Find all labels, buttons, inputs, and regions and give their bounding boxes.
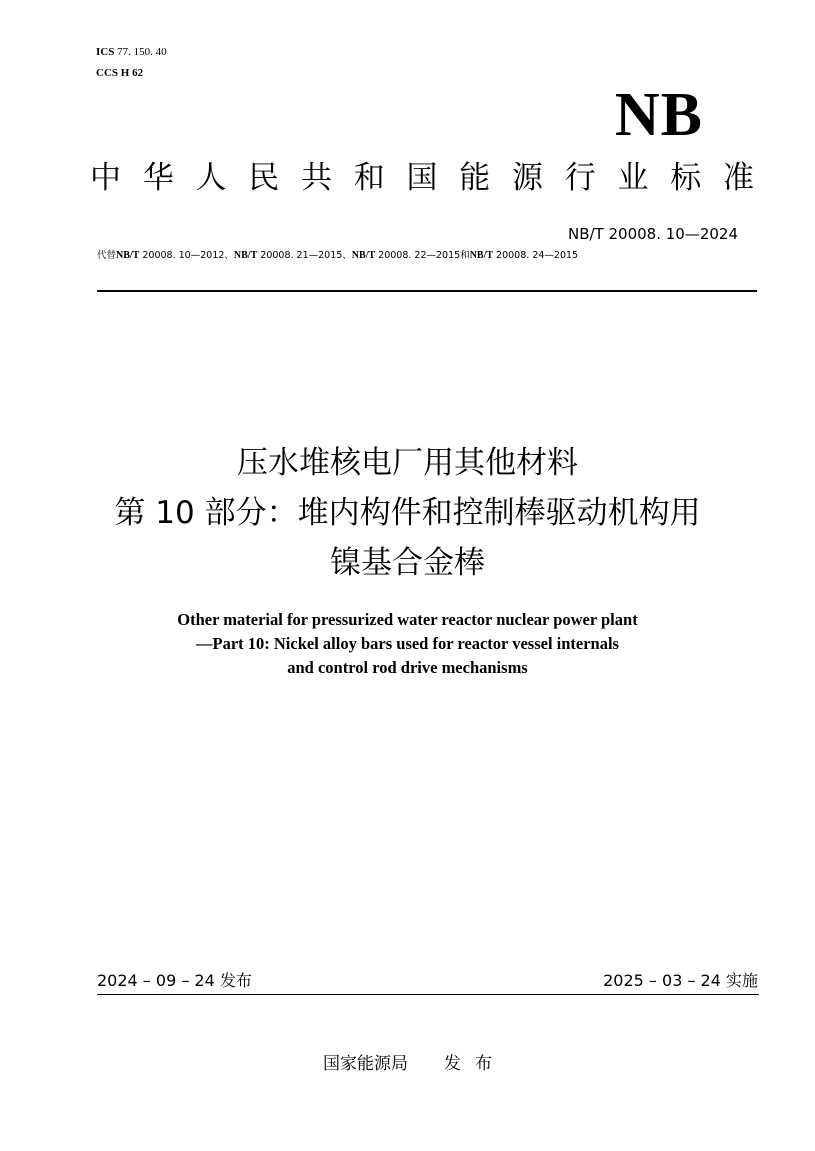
header-divider <box>97 290 757 292</box>
ccs-label: CCS <box>96 67 119 79</box>
issuer-action <box>444 1054 492 1074</box>
replaces-code: NB/T <box>351 250 376 261</box>
standard-name-char: 标 <box>670 160 702 196</box>
standard-category-name <box>90 156 754 200</box>
implementation-date: 2025 – 03 – 24 实施 <box>603 971 758 990</box>
standard-name-char: 能 <box>459 160 491 196</box>
standard-number: NB/T 20008. 10—2024 <box>567 225 738 243</box>
issuer-name: 国家能源局 <box>323 1054 408 1074</box>
title-en-line-1: Other material for pressurized water reactor nuclear power plant <box>177 610 638 629</box>
title-en-line-2: —Part 10: Nickel alloy bars used for reactor vessel internals <box>196 634 619 653</box>
issue-date: 2024 – 09 – 24 发布 <box>97 971 252 990</box>
ics-label: ICS <box>96 46 115 58</box>
standard-name-char: 共 <box>301 160 332 196</box>
ics-line <box>96 42 167 63</box>
replaces-line <box>97 249 578 263</box>
classification-codes <box>96 42 167 84</box>
ccs-line <box>96 63 167 84</box>
standard-name-char: 中 <box>90 160 121 196</box>
standard-name-char: 民 <box>248 160 280 196</box>
issuer-action-char: 发 <box>444 1054 461 1074</box>
replaces-prefix: 代替 <box>97 250 117 261</box>
standard-name-char: 和 <box>353 160 385 196</box>
standard-name-char: 准 <box>723 160 754 196</box>
standard-code-logo: NB <box>614 81 703 149</box>
replaces-number: 20008. 22—2015和 <box>375 250 470 261</box>
standard-name-char: 行 <box>564 160 596 196</box>
title-cn-line-2: 第 10 部分：堆内构件和控制棒驱动机构用 <box>114 495 701 531</box>
title-cn-line-3: 镍基合金棒 <box>330 545 485 581</box>
issuer-action-char: 布 <box>475 1054 492 1074</box>
title-cn-line-1: 压水堆核电厂用其他材料 <box>237 445 578 481</box>
replaces-code: NB/T <box>233 250 258 261</box>
standard-name-char: 业 <box>617 160 649 196</box>
replaces-number: 20008. 10—2012、 <box>139 250 234 261</box>
standard-name-char: 源 <box>512 160 543 196</box>
ccs-value: H 62 <box>120 67 144 79</box>
replaces-number: 20008. 24—2015 <box>493 250 579 261</box>
ics-value: 77. 150. 40 <box>117 46 167 58</box>
title-en-line-3: and control rod drive mechanisms <box>287 658 528 677</box>
footer-divider <box>97 994 759 995</box>
replaces-code: NB/T <box>116 250 140 261</box>
replaces-code: NB/T <box>469 250 494 261</box>
standard-name-char: 人 <box>195 160 227 196</box>
standard-name-char: 国 <box>406 160 438 196</box>
replaces-number: 20008. 21—2015、 <box>257 250 352 261</box>
standard-name-char: 华 <box>142 160 174 196</box>
issuer <box>0 1052 815 1076</box>
